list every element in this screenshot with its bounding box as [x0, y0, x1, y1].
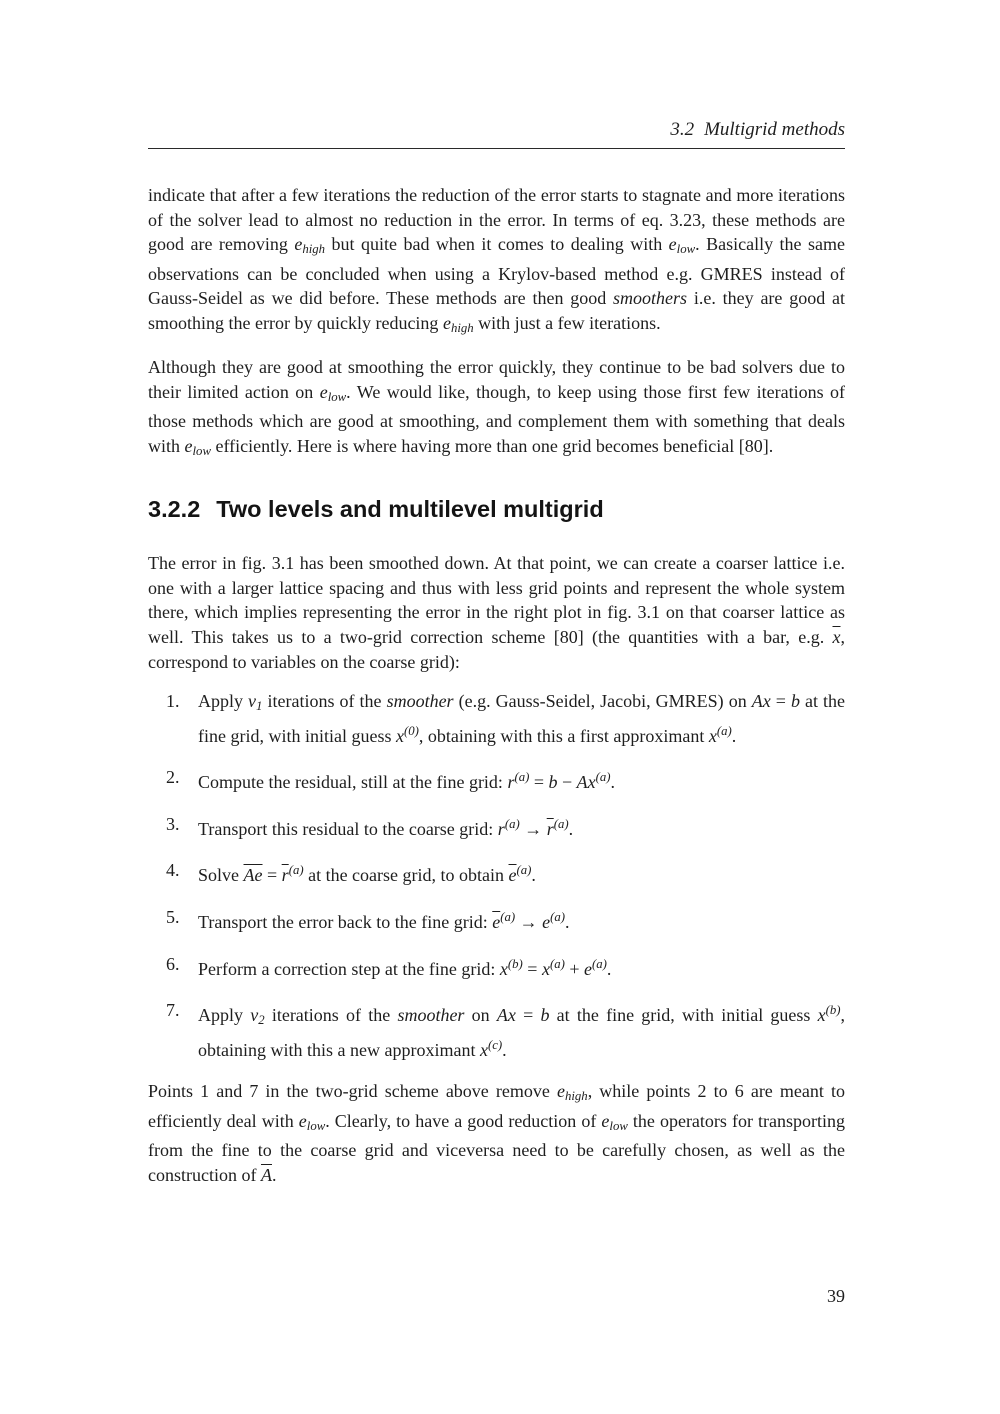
list-item-text: Perform a correction step at the fine grid: $x^{(b)} = x^{(a)} + e^{(a)}$. [198, 956, 612, 979]
running-header-section-title: Multigrid methods [704, 119, 845, 140]
list-item-text: Apply ν2 iterations of the smoother on Ax = b at the fine grid, with initial guess $x^{(b)}$, obtaining with this a new approximant $x^{(c)}$. [198, 1003, 846, 1060]
list-item [148, 998, 845, 1062]
list-item-number: 5. [166, 906, 180, 927]
list-item-number: 4. [166, 860, 180, 881]
section-heading [148, 494, 845, 524]
paragraph-smoothing-limits: Although they are good at smoothing the error quickly, they continue to be bad solvers due to their limited action on elow. We would like, though, to keep using those first few iterations of those methods which are good at smoothing, and complement them with something that deals with elow efficiently. Here is where having more than one grid becomes beneficial [80]. [148, 357, 845, 458]
list-item-text: Transport the error back to the fine grid: $\overline{e}^{(a)} \to e^{(a)}$. [198, 909, 570, 932]
list-item [148, 858, 845, 888]
list-item-text: Transport this residual to the coarse grid: $r^{(a)} \to \overline{r}^{(a)}$. [198, 816, 574, 839]
running-header-section-number: 3.2 [670, 119, 695, 140]
list-item [148, 689, 845, 748]
list-item-number: 1. [166, 691, 180, 712]
list-item-number: 3. [166, 813, 180, 834]
section-heading-title: Two levels and multilevel multigrid [216, 496, 604, 523]
list-item [148, 905, 845, 935]
list-item [148, 765, 845, 795]
page-number: 39 [827, 1286, 845, 1306]
header-rule [148, 148, 845, 149]
running-header [148, 118, 845, 142]
paragraph-stagnation: indicate that after a few iterations the reduction of the error starts to stagnate and more iterations of the solver lead to almost no reduction in the error. In terms of eq. 3.23, these methods are good are removing ehigh but quite bad when it comes to dealing with elow. Basically the same observations can be concluded when using a Krylov-based method e.g. GMRES instead of Gauss-Seidel as we did before. These methods are then good smoothers i.e. they are good at smoothing the error by quickly reducing ehigh with just a few iterations. [148, 185, 846, 335]
list-item-number: 6. [166, 953, 180, 974]
list-item-text: Solve $\overline{A}\overline{e} = \overline{r}^{(a)}$ at the coarse grid, to obtain $\overline{e}^{(a)}$. [198, 863, 536, 886]
list-item-number: 7. [166, 1000, 180, 1021]
list-item [148, 812, 845, 842]
list-item-text: Compute the residual, still at the fine grid: $r^{(a)} = b - Ax^{(a)}$. [198, 770, 616, 793]
text-column [148, 183, 845, 1202]
paragraph-operators-choice: Points 1 and 7 in the two-grid scheme above remove ehigh, while points 2 to 6 are meant to efficiently deal with elow. Clearly, to have a good reduction of elow the operators for transporting from the fine to the coarse grid and viceversa need to be carefully chosen, as well as the construction of $\overline{A}$. [148, 1081, 846, 1185]
list-item-text: Apply ν1 iterations of the smoother (e.g. Gauss-Seidel, Jacobi, GMRES) on Ax = b at the fine grid, with initial guess $x^{(0)}$, obtaining with this a first approximant $x^{(a)}$. [198, 691, 846, 746]
two-grid-scheme-list [148, 689, 845, 1062]
section-heading-number: 3.2.2 [148, 496, 201, 523]
paragraph-coarser-lattice: The error in fig. 3.1 has been smoothed down. At that point, we can create a coarser lattice i.e. one with a larger lattice spacing and thus with less grid points and represent the whole system there, which implies representing the error in the right plot in fig. 3.1 on that coarser lattice as well. This takes us to a two-grid correction scheme [80] (the quantities with a bar, e.g. $\overline{x}$, correspond to variables on the coarse grid): [148, 553, 845, 672]
list-item-number: 2. [166, 767, 180, 788]
list-item [148, 952, 845, 982]
